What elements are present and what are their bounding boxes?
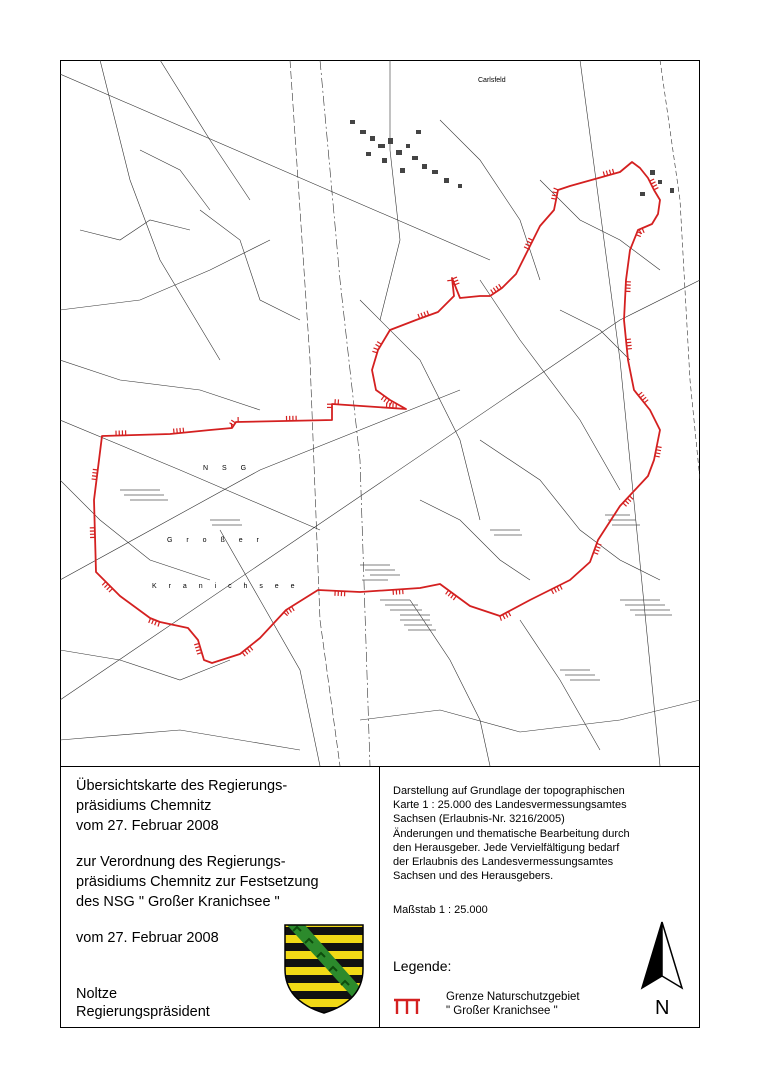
village-buildings	[350, 120, 674, 196]
north-arrow-icon	[638, 918, 686, 992]
boundary-legend-icon	[392, 996, 422, 1018]
place-label-carlsfeld: Carlsfeld	[478, 77, 506, 84]
north-label: N	[655, 997, 670, 1019]
source-line-3: Sachsen (Erlaubnis-Nr. 3216/2005)	[393, 813, 565, 825]
boundary-tick	[195, 646, 200, 647]
boundary-tick	[245, 650, 248, 654]
boundary-tick	[451, 594, 454, 598]
boundary-tick	[292, 607, 295, 611]
scale-text: Maßstab 1 : 25.000	[393, 904, 488, 916]
boundary-tick	[384, 398, 387, 402]
title-line-3: vom 27. Februar 2008	[76, 818, 219, 834]
ordinance-line-1: zur Verordnung des Regierungs-	[76, 854, 286, 870]
boundary-tick	[107, 586, 111, 590]
boundary-tick	[593, 552, 598, 554]
signatory-title: Regierungspräsident	[76, 1004, 210, 1020]
boundary-tick	[196, 650, 201, 651]
boundary-tick	[609, 170, 610, 175]
boundary-tick	[455, 283, 460, 285]
boundary-tick	[373, 348, 378, 350]
boundary-tick	[376, 344, 380, 347]
boundary-tick	[551, 589, 553, 593]
boundary-tick	[109, 589, 113, 593]
boundary-tick	[284, 612, 288, 615]
boundary-tick	[491, 290, 494, 294]
boundary-tick	[448, 592, 451, 596]
boundary-tick	[636, 235, 641, 237]
boundary-tick	[500, 616, 502, 621]
boundary-tick	[560, 585, 562, 589]
boundary-tick	[92, 473, 97, 474]
boundary-tick	[554, 188, 559, 190]
boundary-tick	[372, 351, 377, 352]
source-line-7: Sachsen und des Herausgebers.	[393, 870, 554, 882]
boundary-tick	[250, 646, 253, 650]
boundary-tick	[525, 244, 529, 246]
boundary-tick	[652, 185, 656, 187]
boundary-tick	[627, 498, 631, 501]
boundary-tick	[651, 182, 655, 184]
boundary-tick	[508, 612, 510, 616]
boundary-tick	[650, 179, 654, 181]
boundary-tick	[381, 396, 384, 400]
boundary-tick	[231, 420, 235, 423]
boundary-tick	[418, 314, 420, 319]
boundary-tick	[242, 652, 245, 656]
boundary-tick	[158, 622, 160, 627]
boundary-tick	[606, 171, 607, 176]
boundary-tick	[454, 280, 459, 282]
boundary-tick	[377, 342, 381, 345]
legend-item-line-2: " Großer Kranichsee "	[446, 1005, 558, 1017]
legend-title: Legende:	[393, 958, 452, 974]
boundary-tick	[453, 596, 456, 600]
ordinance-line-3: des NSG " Großer Kranichsee "	[76, 894, 280, 910]
boundary-tick	[654, 188, 658, 190]
coat-of-arms-saxony-icon	[283, 923, 365, 1015]
boundary-tick	[197, 653, 202, 654]
boundary-tick	[92, 479, 97, 480]
boundary-tick	[446, 590, 449, 594]
boundary-tick	[387, 400, 390, 404]
boundary-tick	[603, 171, 604, 176]
area-label-nsg: N S G	[203, 465, 253, 472]
boundary-tick	[613, 169, 614, 174]
boundary-tick	[503, 615, 505, 619]
date-line: vom 27. Februar 2008	[76, 930, 219, 946]
boundary-tick	[557, 586, 559, 590]
boundary-tick	[421, 313, 423, 318]
title-line-2: präsidiums Chemnitz	[76, 798, 212, 814]
area-label-grosser: G r o ß e r	[167, 537, 265, 544]
boundary-tick	[102, 582, 106, 586]
legend-item-line-1: Grenze Naturschutzgebiet	[446, 991, 580, 1003]
background-topography	[60, 60, 700, 766]
boundary-tick	[152, 619, 154, 624]
source-line-6: der Erlaubnis des Landesvermessungsamtes	[393, 856, 614, 868]
boundary-tick	[194, 643, 199, 644]
boundary-tick	[595, 549, 600, 551]
signatory-name: Noltze	[76, 986, 118, 1002]
boundary-tick	[93, 469, 98, 470]
boundary-tick	[554, 588, 556, 592]
boundary-tick	[447, 280, 452, 281]
boundary-tick	[597, 543, 602, 545]
legend-item-label	[446, 990, 580, 1018]
boundary-tick	[427, 311, 429, 316]
boundary-tick	[493, 288, 496, 292]
boundary-tick	[286, 610, 289, 614]
source-line-4: Änderungen und thematische Bearbeitung durch	[393, 828, 630, 840]
boundary-tick	[642, 228, 644, 233]
source-line-1: Darstellung auf Grundlage der topographischen	[393, 785, 625, 797]
boundary-tick	[642, 397, 646, 400]
boundary-tick	[92, 476, 97, 477]
ordinance-line-2: präsidiums Chemnitz zur Festsetzung	[76, 874, 319, 890]
boundary-tick	[596, 546, 601, 548]
boundary-tick	[638, 392, 642, 395]
topographic-map	[60, 60, 700, 766]
source-line-2: Karte 1 : 25.000 des Landesvermessungsamtes	[393, 799, 627, 811]
boundary-tick	[104, 584, 108, 588]
boundary-tick	[644, 400, 648, 403]
boundary-tick	[623, 503, 627, 506]
panel-divider	[379, 766, 380, 1028]
boundary-tick	[149, 618, 151, 623]
area-label-kranichsee: K r a n i c h s e e	[152, 583, 300, 590]
boundary-tick	[629, 496, 633, 499]
boundary-tick	[289, 608, 292, 612]
source-line-5: den Herausgeber. Jede Vervielfältigung bedarf	[393, 842, 620, 854]
boundary-tick	[247, 648, 250, 652]
boundary-tick	[499, 284, 502, 288]
boundary-tick	[505, 613, 507, 617]
title-line-1: Übersichtskarte des Regierungs-	[76, 778, 288, 794]
boundary-tick	[625, 501, 629, 504]
boundary-tick	[524, 247, 528, 249]
boundary-tick	[640, 395, 644, 398]
boundary-tick	[155, 621, 157, 626]
boundary-tick	[528, 238, 532, 240]
boundary-tick	[452, 277, 457, 279]
boundary-tick	[424, 312, 426, 317]
boundary-tick	[496, 286, 499, 290]
